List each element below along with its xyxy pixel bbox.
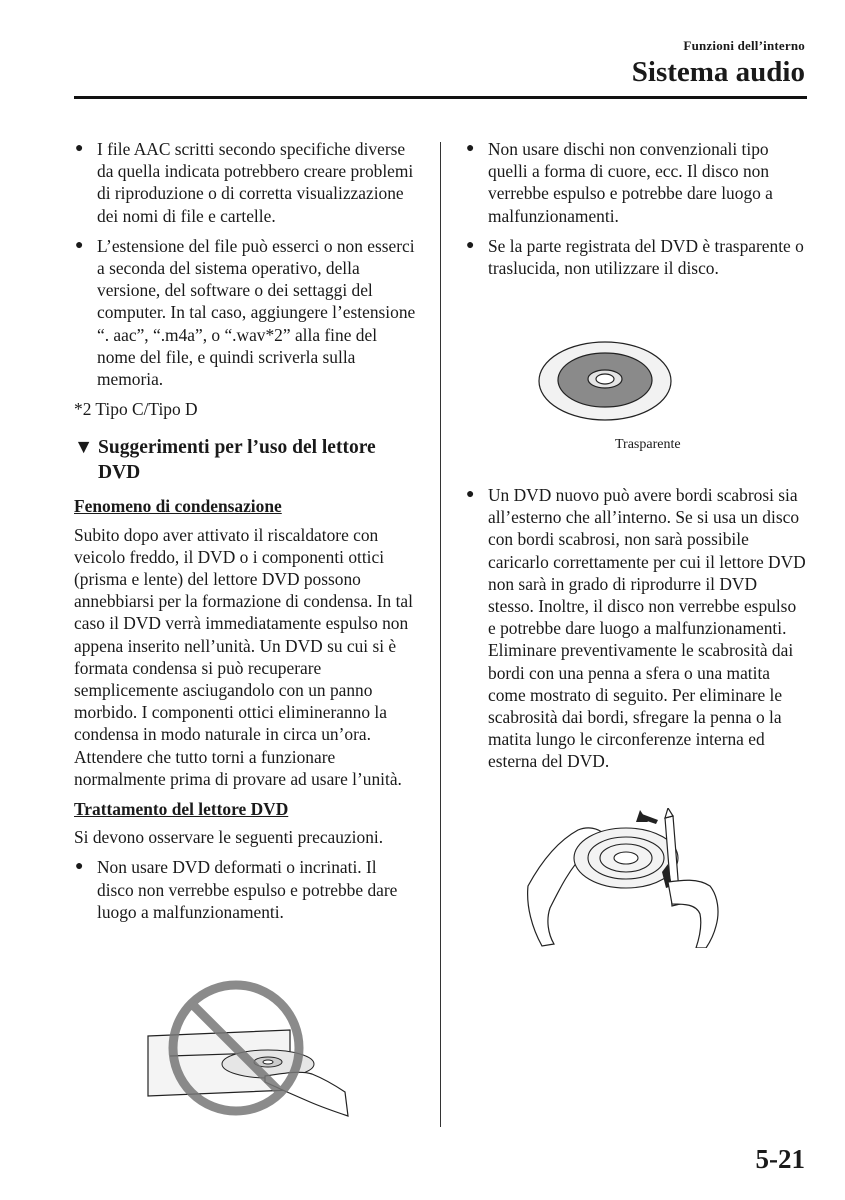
list-item [465,138,807,227]
list-item-text: I file AAC scritti secondo specifiche diverse da quella indicata potrebbero creare problemi di riproduzione o di corretta visualizzazione dei nomi di file e cartelle. [97,139,414,226]
bullet-dot-icon: ● [466,487,475,502]
right-column [465,138,807,287]
paragraph-handling: Si devono osservare le seguenti precauzioni. [74,827,384,848]
footnote: *2 Tipo C/Tipo D [74,399,198,420]
bullet-dot-icon: ● [75,859,84,875]
left-bullet-list [74,138,416,390]
section-triangle-icon: ▼ [74,437,94,459]
list-item-text: Non usare dischi non convenzionali tipo quelli a forma di cuore, ecc. Il disco non verrebbe espulso e potrebbe dare luogo a malfunzionamenti. [488,139,773,226]
figure-caption: Trasparente [615,437,681,452]
bullet-dot-icon: ● [466,237,475,253]
header-rule [74,96,807,99]
list-item [465,235,807,279]
deburring-disc-figure [520,808,730,948]
prohibited-disc-figure [140,978,360,1128]
column-divider [440,142,441,1127]
bullet-dot-icon: ● [75,141,84,156]
list-item-text: Un DVD nuovo può avere bordi scabrosi sia all’esterno che all’interno. Se si usa un disco con bordi scabrosi, non sarà possibile caricarlo correttamente per cui il lettore DVD non sarà in grado di riprodurre il DVD stesso. Inoltre, il disco non verrebbe espulso e potrebbe dare luogo a malfunzionamenti. Eliminare preventivamente le scabrosità dai bordi con una penna a sfera o una matita come mostrato di seguito. Per eliminare le scabrosità dai bordi, sfregare la penna o la matita lungo le circonferenze interna ed esterna del DVD. [488,485,806,772]
handling-bullet-list [74,856,416,923]
right-column-lower [465,484,807,781]
subheading-condensation: Fenomeno di condensazione [74,496,282,517]
disc-icon [539,342,671,420]
list-item-text: Non usare DVD deformati o incrinati. Il disco non verrebbe espulso e potrebbe dare luogo a malfunzionamenti. [97,857,398,922]
bullet-dot-icon: ● [75,237,84,253]
bullet-dot-icon: ● [466,141,475,156]
disc-icon [574,828,678,888]
list-item-text: Se la parte registrata del DVD è trasparente o traslucida, non utilizzare il disco. [488,235,804,279]
left-column [74,138,416,931]
list-item [74,138,416,227]
paragraph-condensation: Subito dopo aver attivato il riscaldatore con veicolo freddo, il DVD o i componenti ottici (prisma e lente) del lettore DVD possono annebbiarsi per la formazione di condensa. In tal caso il DVD verrà immediatamente espulso non appena inserito nell’unità. Un DVD su cui si è formata condensa si può recuperare semplicemente asciugandolo con un panno morbido. I componenti ottici elimineranno la condensa in modo naturale in circa un’ora. Attendere che tutto torni a funzionare normalmente prima di provare ad usare l’unità. [74,524,413,789]
list-item [465,484,807,773]
subheading-handling: Trattamento del lettore DVD [74,799,289,820]
list-item [74,235,416,390]
section-heading [74,435,416,485]
list-item-text: L’estensione del file può esserci o non esserci a seconda del sistema operativo, della versione, del software o dei settaggi del computer. In tal caso, aggiungere l’estensione “. aac”, “.m4a”, o “.wav*2” alla fine del nome del file, e quindi scriverla sulla memoria. [97,235,416,390]
hand-icon [668,880,718,948]
transparent-disc-figure [535,340,675,426]
section-heading-text: Suggerimenti per l’uso del lettore DVD [98,437,376,484]
page-number: 5-21 [755,1144,805,1174]
page-title: Sistema audio [631,56,805,88]
header-section-label: Funzioni dell’interno [683,38,805,53]
right-bullet-list-top [465,138,807,279]
list-item [74,856,416,923]
right-bullet-list-bottom [465,484,807,773]
